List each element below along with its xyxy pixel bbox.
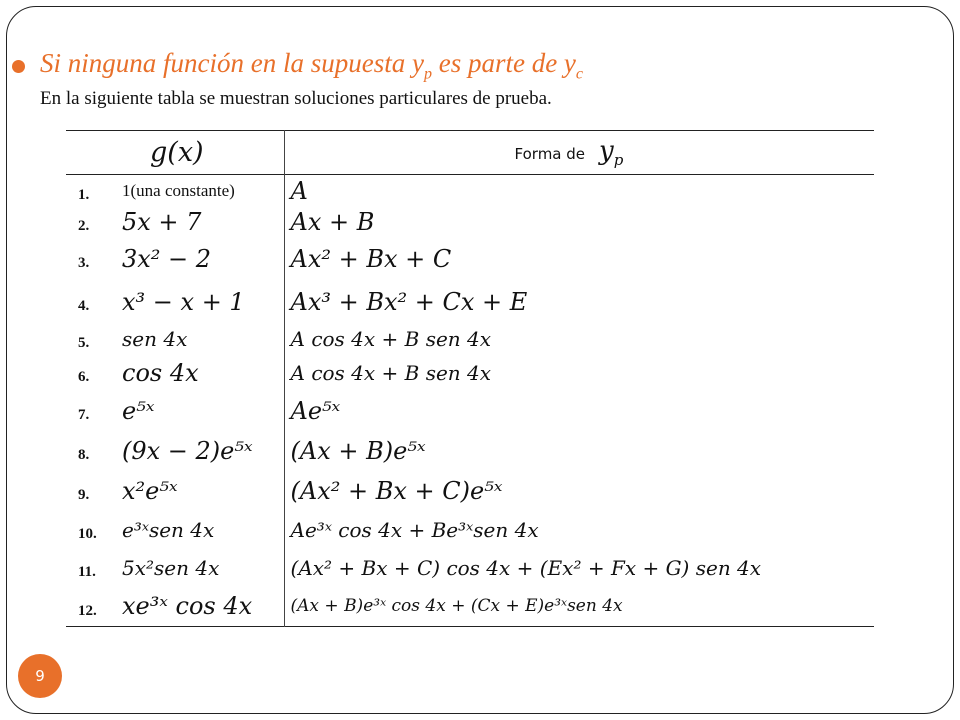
row-number: 2. <box>78 218 90 234</box>
row-form: (Ax + B)e³ˣ cos 4x + (Cx + E)e³ˣsen 4x <box>290 596 623 617</box>
row-form: Ax² + Bx + C <box>290 244 452 273</box>
table-row <box>66 355 874 391</box>
row-g: sen 4x <box>120 323 284 355</box>
row-g: 1(una constante) <box>120 175 284 207</box>
table-row <box>66 471 874 511</box>
bullet-dot-icon <box>12 60 25 73</box>
heading <box>40 48 583 83</box>
header-form-y <box>599 135 624 170</box>
row-g: x²e⁵ˣ <box>120 471 284 511</box>
table-row <box>66 237 874 281</box>
heading-text-b: es parte de y <box>431 48 576 78</box>
row-form: A cos 4x + B sen 4x <box>290 360 492 385</box>
header-form <box>284 131 874 175</box>
header-form-label: Forma de <box>514 144 586 163</box>
row-g: 3x² − 2 <box>120 237 284 281</box>
table-row <box>66 549 874 587</box>
row-g: e⁵ˣ <box>120 391 284 431</box>
row-number: 9. <box>78 487 90 503</box>
row-g: x³ − x + 1 <box>120 281 284 323</box>
row-number: 8. <box>78 447 90 463</box>
row-form: Ae³ˣ cos 4x + Be³ˣsen 4x <box>290 517 539 542</box>
row-number: 12. <box>78 602 97 619</box>
row-form: A <box>290 176 308 205</box>
row-form: Ae⁵ˣ <box>290 396 341 425</box>
row-number: 7. <box>78 407 90 423</box>
table-row <box>66 175 874 207</box>
row-form: Ax + B <box>290 207 375 236</box>
row-number: 5. <box>78 335 90 351</box>
table-row <box>66 207 874 237</box>
heading-sub-c: c <box>575 65 584 83</box>
table-header-row <box>66 131 874 175</box>
intro-text: En la siguiente tabla se muestran soluciones particulares de prueba. <box>40 88 552 109</box>
table-row <box>66 281 874 323</box>
row-number: 10. <box>78 526 97 542</box>
row-form: (Ax + B)e⁵ˣ <box>290 436 426 465</box>
row-number: 4. <box>78 298 90 314</box>
header-g: g(x) <box>66 131 284 175</box>
header-form-y-sub: p <box>613 151 624 170</box>
table-row <box>66 511 874 549</box>
header-form-y-letter: y <box>599 135 614 166</box>
table-row <box>66 323 874 355</box>
row-g: (9x − 2)e⁵ˣ <box>120 431 284 471</box>
row-number: 11. <box>78 564 96 580</box>
row-form: A cos 4x + B sen 4x <box>290 326 492 351</box>
heading-text-a: Si ninguna función en la supuesta y <box>40 48 424 78</box>
row-form: Ax³ + Bx² + Cx + E <box>290 287 528 316</box>
row-g: 5x²sen 4x <box>120 549 284 587</box>
heading-sub-p: p <box>423 65 432 83</box>
slide-number-badge: 9 <box>18 654 62 698</box>
table-row <box>66 587 874 627</box>
row-form: (Ax² + Bx + C)e⁵ˣ <box>290 476 503 505</box>
row-number: 1. <box>78 187 90 204</box>
particular-solutions-table <box>66 130 874 627</box>
row-form: (Ax² + Bx + C) cos 4x + (Ex² + Fx + G) sen 4x <box>290 555 762 580</box>
row-g: e³ˣsen 4x <box>120 511 284 549</box>
row-g: xe³ˣ cos 4x <box>120 587 284 627</box>
row-g: cos 4x <box>120 355 284 391</box>
table-row <box>66 431 874 471</box>
row-number: 3. <box>78 255 90 271</box>
table-row <box>66 391 874 431</box>
row-g: 5x + 7 <box>120 207 284 237</box>
row-number: 6. <box>78 369 90 385</box>
